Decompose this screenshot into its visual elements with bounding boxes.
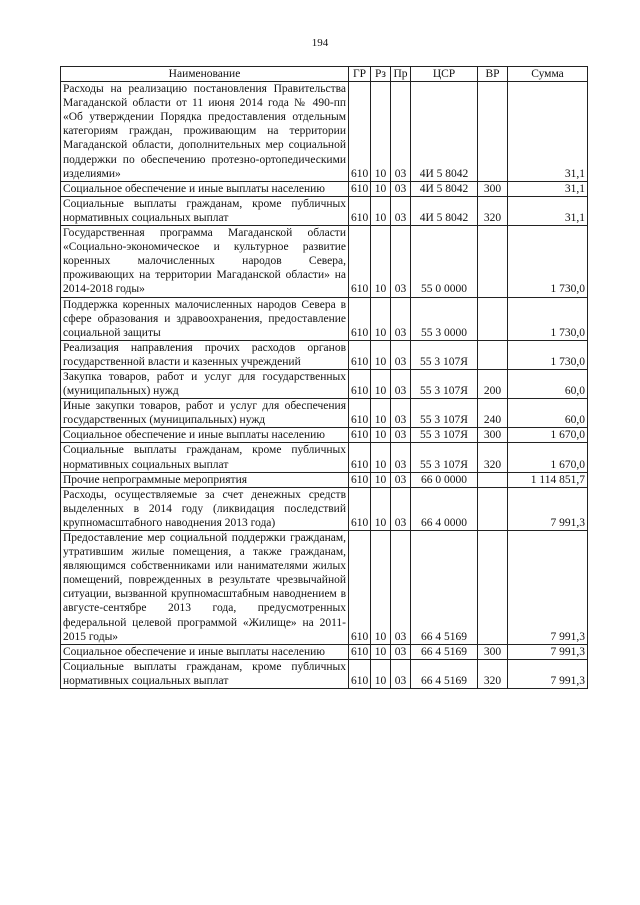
- cell-name: Прочие непрограммные мероприятия: [61, 472, 349, 487]
- table-row: [61, 196, 588, 225]
- cell-pr: 03: [391, 369, 411, 398]
- cell-pr: 03: [391, 297, 411, 340]
- cell-gr: 610: [349, 369, 371, 398]
- cell-vr: 200: [478, 369, 508, 398]
- cell-csr: 55 3 0000: [411, 297, 478, 340]
- cell-gr: 610: [349, 196, 371, 225]
- cell-pr: 03: [391, 181, 411, 196]
- header-name: Наименование: [61, 67, 349, 82]
- cell-pr: 03: [391, 428, 411, 443]
- table-row: [61, 297, 588, 340]
- cell-csr: 4И 5 8042: [411, 196, 478, 225]
- cell-sum: 1 730,0: [508, 340, 588, 369]
- cell-name: Предоставление мер социальной поддержки гражданам, утратившим жилые помещения, а также гражданам, являющимся собственниками или нанимателями жилых помещений, поврежденных в результате чрезвычайной ситуации, вызванной крупномасштабным наводнением в августе-сентябре 2013 года, предусмотренных федеральной целевой программой «Жилище» на 2011-2015 годы»: [61, 531, 349, 645]
- budget-table: [60, 66, 588, 689]
- cell-sum: 1 670,0: [508, 443, 588, 472]
- cell-rz: 10: [371, 428, 391, 443]
- table-row: [61, 531, 588, 645]
- cell-name: Социальное обеспечение и иные выплаты населению: [61, 428, 349, 443]
- cell-csr: 55 0 0000: [411, 226, 478, 297]
- cell-name: Поддержка коренных малочисленных народов Севера в сфере образования и здравоохранения, предоставление социальной защиты: [61, 297, 349, 340]
- table-row: [61, 226, 588, 297]
- cell-sum: 1 730,0: [508, 226, 588, 297]
- cell-csr: 66 4 0000: [411, 487, 478, 530]
- cell-gr: 610: [349, 487, 371, 530]
- header-pr: Пр: [391, 67, 411, 82]
- cell-csr: 55 3 107Я: [411, 428, 478, 443]
- cell-csr: 55 3 107Я: [411, 340, 478, 369]
- cell-rz: 10: [371, 82, 391, 182]
- cell-sum: 1 730,0: [508, 297, 588, 340]
- table-row: [61, 472, 588, 487]
- header-rz: Рз: [371, 67, 391, 82]
- cell-pr: 03: [391, 472, 411, 487]
- cell-rz: 10: [371, 340, 391, 369]
- table-body: [61, 82, 588, 689]
- table-row: [61, 399, 588, 428]
- cell-rz: 10: [371, 297, 391, 340]
- table-row: [61, 659, 588, 688]
- cell-gr: 610: [349, 340, 371, 369]
- cell-gr: 610: [349, 82, 371, 182]
- cell-vr: 320: [478, 659, 508, 688]
- header-vr: ВР: [478, 67, 508, 82]
- table-row: [61, 340, 588, 369]
- cell-name: Социальные выплаты гражданам, кроме публичных нормативных социальных выплат: [61, 443, 349, 472]
- cell-name: Расходы на реализацию постановления Правительства Магаданской области от 11 июня 2014 года № 490-пп «Об утверждении Порядка предоставления отдельным категориям граждан, проживающим на территории Магаданской области, дополнительных мер социальной поддержки по обеспечению протезно-ортопедическими изделиями»: [61, 82, 349, 182]
- table-row: [61, 369, 588, 398]
- cell-name: Закупка товаров, работ и услуг для государственных (муниципальных) нужд: [61, 369, 349, 398]
- cell-csr: 55 3 107Я: [411, 443, 478, 472]
- header-csr: ЦСР: [411, 67, 478, 82]
- cell-name: Государственная программа Магаданской области «Социально-экономическое и культурное развитие коренных малочисленных народов Севера, проживающих на территории Магаданской области» на 2014-2018 годы»: [61, 226, 349, 297]
- cell-name: Социальное обеспечение и иные выплаты населению: [61, 181, 349, 196]
- cell-pr: 03: [391, 226, 411, 297]
- page-number: 194: [311, 37, 329, 49]
- cell-gr: 610: [349, 399, 371, 428]
- cell-pr: 03: [391, 82, 411, 182]
- cell-vr: 300: [478, 644, 508, 659]
- cell-pr: 03: [391, 340, 411, 369]
- cell-gr: 610: [349, 472, 371, 487]
- cell-pr: 03: [391, 399, 411, 428]
- cell-gr: 610: [349, 644, 371, 659]
- table-row: [61, 487, 588, 530]
- table-row: [61, 82, 588, 182]
- cell-gr: 610: [349, 181, 371, 196]
- header-sum: Сумма: [508, 67, 588, 82]
- cell-name: Социальные выплаты гражданам, кроме публичных нормативных социальных выплат: [61, 196, 349, 225]
- cell-rz: 10: [371, 531, 391, 645]
- cell-rz: 10: [371, 644, 391, 659]
- cell-csr: 4И 5 8042: [411, 181, 478, 196]
- cell-vr: 300: [478, 181, 508, 196]
- cell-name: Расходы, осуществляемые за счет денежных средств выделенных в 2014 году (ликвидация последствий крупномасштабного наводнения 2013 года): [61, 487, 349, 530]
- cell-sum: 31,1: [508, 196, 588, 225]
- cell-rz: 10: [371, 659, 391, 688]
- cell-vr: 320: [478, 196, 508, 225]
- cell-gr: 610: [349, 226, 371, 297]
- cell-name: Иные закупки товаров, работ и услуг для обеспечения государственных (муниципальных) нужд: [61, 399, 349, 428]
- cell-rz: 10: [371, 472, 391, 487]
- cell-rz: 10: [371, 369, 391, 398]
- cell-csr: 55 3 107Я: [411, 369, 478, 398]
- table-header: [61, 67, 588, 82]
- cell-pr: 03: [391, 644, 411, 659]
- cell-name: Реализация направления прочих расходов органов государственной власти и казенных учреждений: [61, 340, 349, 369]
- cell-sum: 7 991,3: [508, 531, 588, 645]
- cell-csr: 66 0 0000: [411, 472, 478, 487]
- cell-gr: 610: [349, 428, 371, 443]
- cell-gr: 610: [349, 443, 371, 472]
- cell-name: Социальное обеспечение и иные выплаты населению: [61, 644, 349, 659]
- cell-vr: [478, 340, 508, 369]
- cell-vr: [478, 297, 508, 340]
- cell-rz: 10: [371, 399, 391, 428]
- cell-sum: 60,0: [508, 369, 588, 398]
- cell-rz: 10: [371, 181, 391, 196]
- cell-vr: 300: [478, 428, 508, 443]
- cell-vr: 320: [478, 443, 508, 472]
- cell-pr: 03: [391, 443, 411, 472]
- cell-pr: 03: [391, 659, 411, 688]
- cell-csr: 66 4 5169: [411, 659, 478, 688]
- table-row: [61, 181, 588, 196]
- cell-sum: 31,1: [508, 82, 588, 182]
- cell-pr: 03: [391, 531, 411, 645]
- cell-rz: 10: [371, 443, 391, 472]
- cell-gr: 610: [349, 659, 371, 688]
- cell-sum: 7 991,3: [508, 659, 588, 688]
- table-row: [61, 428, 588, 443]
- cell-sum: 31,1: [508, 181, 588, 196]
- cell-rz: 10: [371, 487, 391, 530]
- table-row: [61, 443, 588, 472]
- table-row: [61, 644, 588, 659]
- cell-sum: 1 114 851,7: [508, 472, 588, 487]
- cell-csr: 4И 5 8042: [411, 82, 478, 182]
- cell-rz: 10: [371, 226, 391, 297]
- cell-vr: [478, 531, 508, 645]
- cell-pr: 03: [391, 196, 411, 225]
- cell-csr: 66 4 5169: [411, 644, 478, 659]
- cell-name: Социальные выплаты гражданам, кроме публичных нормативных социальных выплат: [61, 659, 349, 688]
- cell-sum: 60,0: [508, 399, 588, 428]
- cell-vr: [478, 82, 508, 182]
- cell-sum: 7 991,3: [508, 487, 588, 530]
- cell-vr: [478, 226, 508, 297]
- cell-sum: 1 670,0: [508, 428, 588, 443]
- header-gr: ГР: [349, 67, 371, 82]
- cell-vr: 240: [478, 399, 508, 428]
- cell-pr: 03: [391, 487, 411, 530]
- cell-vr: [478, 487, 508, 530]
- cell-csr: 66 4 5169: [411, 531, 478, 645]
- cell-rz: 10: [371, 196, 391, 225]
- cell-csr: 55 3 107Я: [411, 399, 478, 428]
- cell-vr: [478, 472, 508, 487]
- cell-gr: 610: [349, 531, 371, 645]
- cell-gr: 610: [349, 297, 371, 340]
- cell-sum: 7 991,3: [508, 644, 588, 659]
